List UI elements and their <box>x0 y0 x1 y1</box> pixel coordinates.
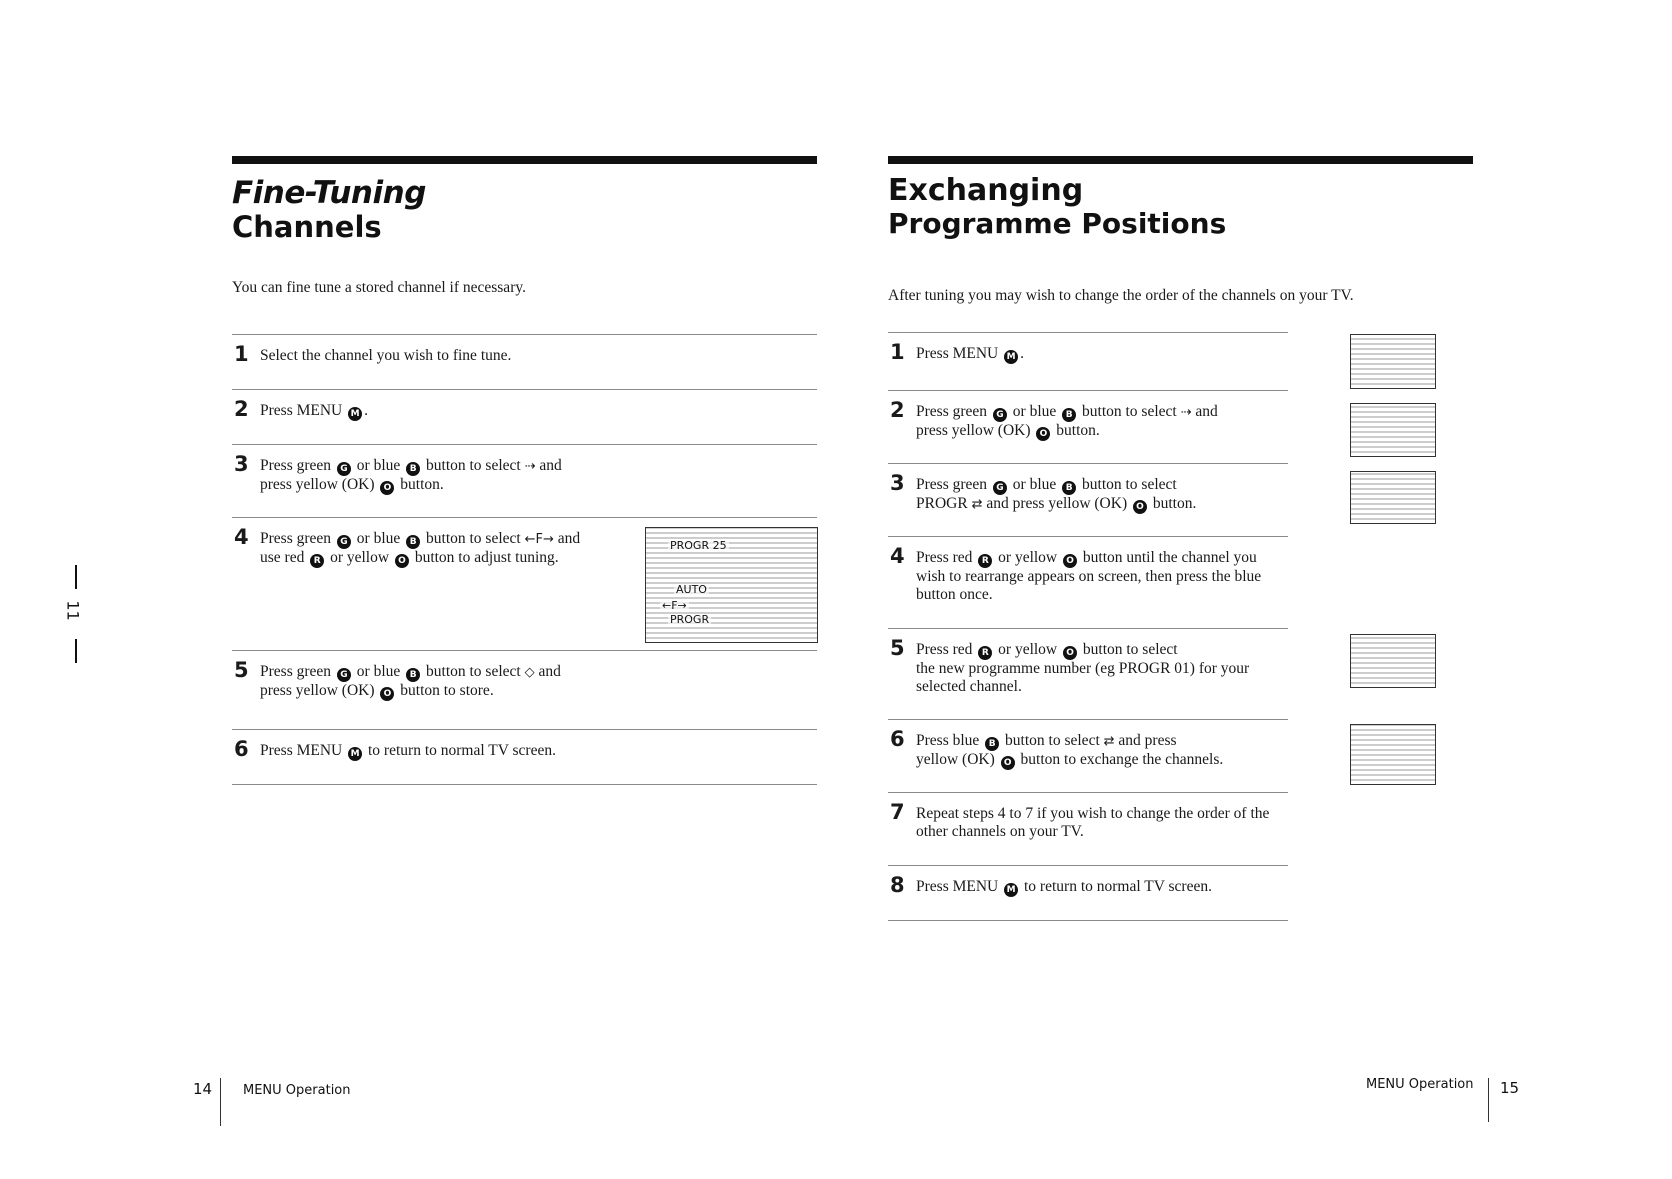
steps-list <box>888 332 1288 921</box>
step-text-part: Press MENU <box>260 402 343 419</box>
step-text-part: button to select <box>1005 732 1100 749</box>
step-number: 3 <box>890 471 905 495</box>
step-text-part: button. <box>1056 422 1100 439</box>
step-text-part: or blue <box>356 663 401 680</box>
step-text <box>260 457 809 495</box>
step-text <box>260 742 809 761</box>
step-text <box>916 641 1280 696</box>
screen-label: PROGR <box>670 613 710 626</box>
steps-list <box>232 334 817 785</box>
tv-screen-image <box>645 527 818 643</box>
step-number: 6 <box>234 737 249 761</box>
yellow-button-icon: O <box>380 481 394 495</box>
screen-label: AUTO <box>676 583 707 596</box>
step-text-part: and <box>557 530 581 547</box>
menu-screen-thumbnail <box>1350 334 1436 389</box>
step-2 <box>888 390 1288 463</box>
step-text: Select the channel you wish to fine tune. <box>260 347 512 364</box>
step-number: 1 <box>234 342 249 366</box>
step-text-part: or yellow <box>998 641 1058 658</box>
step-text-part: button to select <box>1082 476 1177 493</box>
step-number: 7 <box>890 800 905 824</box>
red-button-icon: R <box>978 554 992 568</box>
screen-label: PROGR 25 <box>670 539 727 552</box>
fine-tune-icon: ←F→ <box>524 532 554 547</box>
step-text-part: Press green <box>260 530 332 547</box>
tuning-diamond-icon: ◇ <box>524 665 535 680</box>
step-6 <box>232 729 817 785</box>
step-6 <box>888 719 1288 792</box>
step-text <box>916 403 1280 441</box>
step-text-part: button to select <box>1082 403 1177 420</box>
step-2 <box>232 389 817 444</box>
page-title <box>888 174 1226 240</box>
top-rule <box>888 156 1473 164</box>
green-button-icon: G <box>337 535 351 549</box>
step-text <box>916 476 1280 514</box>
step-text-part: button to select <box>426 530 521 547</box>
intro-text: After tuning you may wish to change the order of the channels on your TV. <box>888 287 1354 304</box>
step-number: 2 <box>234 397 249 421</box>
step-text-part: button to exchange the channels. <box>1020 751 1224 768</box>
green-button-icon: G <box>993 408 1007 422</box>
step-text-part: button to store. <box>400 682 494 699</box>
footer-section-left: MENU Operation <box>243 1083 351 1098</box>
yellow-button-icon: O <box>1036 427 1050 441</box>
step-text <box>916 878 1280 897</box>
step-text-part: or blue <box>1012 403 1057 420</box>
step-text-part: or blue <box>356 530 401 547</box>
step-text-part: the new programme number (eg PROGR 01) for your selected channel. <box>916 660 1250 695</box>
red-button-icon: R <box>310 554 324 568</box>
step-text-part: press yellow (OK) <box>260 682 375 699</box>
step-text <box>916 345 1280 364</box>
red-button-icon: R <box>978 646 992 660</box>
green-button-icon: G <box>993 481 1007 495</box>
green-button-icon: G <box>337 668 351 682</box>
step-5 <box>232 650 817 729</box>
step-text-part: button. <box>400 476 444 493</box>
menu-screen-thumbnail <box>1350 403 1436 457</box>
yellow-button-icon: O <box>1133 500 1147 514</box>
step-text-part: Press MENU <box>916 878 999 895</box>
tuning-icon: ⇢ <box>1180 405 1192 420</box>
yellow-button-icon: O <box>1063 554 1077 568</box>
step-4 <box>232 517 817 650</box>
step-8 <box>888 865 1288 921</box>
step-text-part: and <box>538 663 561 680</box>
menu-button-icon: M <box>348 747 362 761</box>
step-number: 4 <box>234 525 249 549</box>
title-line-1: Fine-Tuning <box>232 175 426 211</box>
step-text <box>260 402 809 421</box>
step-text-part: . <box>364 402 368 419</box>
title-line-2: Programme Positions <box>888 207 1227 240</box>
step-3 <box>888 463 1288 536</box>
footer-divider <box>220 1078 221 1126</box>
step-text-part: button to adjust tuning. <box>414 549 559 566</box>
step-text-part: Press green <box>260 663 332 680</box>
step-text-part: and <box>539 457 562 474</box>
step-text-part: or blue <box>1012 476 1057 493</box>
menu-screen-thumbnail <box>1350 724 1436 785</box>
footer-divider <box>1488 1078 1489 1122</box>
tuning-icon: ⇢ <box>524 459 536 474</box>
step-text-part: and press yellow (OK) <box>986 495 1128 512</box>
step-text-part: button to select <box>426 663 521 680</box>
step-text <box>260 530 610 568</box>
step-text-part: or blue <box>356 457 401 474</box>
footer-section-right: MENU Operation <box>1366 1077 1474 1092</box>
yellow-button-icon: O <box>380 687 394 701</box>
step-text-part: press yellow (OK) <box>260 476 375 493</box>
step-number: 5 <box>234 658 249 682</box>
step-1 <box>232 334 817 389</box>
side-marker-text: 11 <box>63 600 83 621</box>
step-text <box>916 549 1280 604</box>
step-text-part: yellow (OK) <box>916 751 995 768</box>
blue-button-icon: B <box>1062 408 1076 422</box>
step-text-part: and press <box>1118 732 1177 749</box>
step-number: 4 <box>890 544 905 568</box>
step-number: 2 <box>890 398 905 422</box>
step-text-part: button to select <box>426 457 521 474</box>
step-text-part: . <box>1020 345 1024 362</box>
step-text-part: to return to normal TV screen. <box>368 742 556 759</box>
title-line-1: Exchanging <box>888 173 1084 208</box>
intro-text: You can fine tune a stored channel if necessary. <box>232 279 526 296</box>
menu-screen-thumbnail <box>1350 634 1436 688</box>
step-text-part: button until the channel you wish to rearrange appears on screen, then press the blue button once. <box>916 549 1262 603</box>
blue-button-icon: B <box>406 462 420 476</box>
step-1 <box>888 332 1288 390</box>
step-3 <box>232 444 817 517</box>
step-4 <box>888 536 1288 628</box>
step-text: Repeat steps 4 to 7 if you wish to change the order of the other channels on your TV. <box>916 805 1270 840</box>
step-text-part: Press red <box>916 549 973 566</box>
blue-button-icon: B <box>1062 481 1076 495</box>
step-text-part: Press green <box>260 457 332 474</box>
green-button-icon: G <box>337 462 351 476</box>
side-bar-top <box>75 565 77 589</box>
yellow-button-icon: O <box>395 554 409 568</box>
step-text-part: Press green <box>916 403 988 420</box>
page-number-left: 14 <box>193 1080 213 1098</box>
step-text <box>260 663 809 701</box>
step-number: 3 <box>234 452 249 476</box>
exchange-icon: ⇄ <box>1103 734 1115 749</box>
side-bar-bottom <box>75 639 77 663</box>
yellow-button-icon: O <box>1001 756 1015 770</box>
step-text-part: Press blue <box>916 732 980 749</box>
side-page-marker <box>63 565 83 663</box>
step-5 <box>888 628 1288 719</box>
step-7 <box>888 792 1288 865</box>
step-text-part: press yellow (OK) <box>916 422 1031 439</box>
step-text-part: PROGR <box>916 495 968 512</box>
menu-button-icon: M <box>348 407 362 421</box>
step-text-part: to return to normal TV screen. <box>1024 878 1212 895</box>
top-rule <box>232 156 817 164</box>
step-text-part: Press MENU <box>260 742 343 759</box>
step-number: 6 <box>890 727 905 751</box>
step-text-part: and <box>1195 403 1218 420</box>
screen-label: ←F→ <box>662 599 687 612</box>
menu-button-icon: M <box>1004 350 1018 364</box>
step-text-part: button to select <box>1082 641 1178 658</box>
step-text-part: or yellow <box>330 549 390 566</box>
blue-button-icon: B <box>985 737 999 751</box>
step-number: 1 <box>890 340 905 364</box>
step-text-part: or yellow <box>998 549 1058 566</box>
step-text-part: use red <box>260 549 305 566</box>
step-text-part: Press red <box>916 641 973 658</box>
page-number-right: 15 <box>1500 1079 1520 1097</box>
step-text <box>916 732 1280 770</box>
step-number: 5 <box>890 636 905 660</box>
blue-button-icon: B <box>406 535 420 549</box>
page-title <box>232 176 426 244</box>
blue-button-icon: B <box>406 668 420 682</box>
menu-button-icon: M <box>1004 883 1018 897</box>
step-text-part: Press MENU <box>916 345 999 362</box>
exchange-icon: ⇄ <box>971 497 983 512</box>
step-text-part: button. <box>1152 495 1197 512</box>
yellow-button-icon: O <box>1063 646 1077 660</box>
menu-screen-thumbnail <box>1350 471 1436 524</box>
title-line-2: Channels <box>232 210 382 245</box>
step-text-part: Press green <box>916 476 988 493</box>
step-number: 8 <box>890 873 905 897</box>
